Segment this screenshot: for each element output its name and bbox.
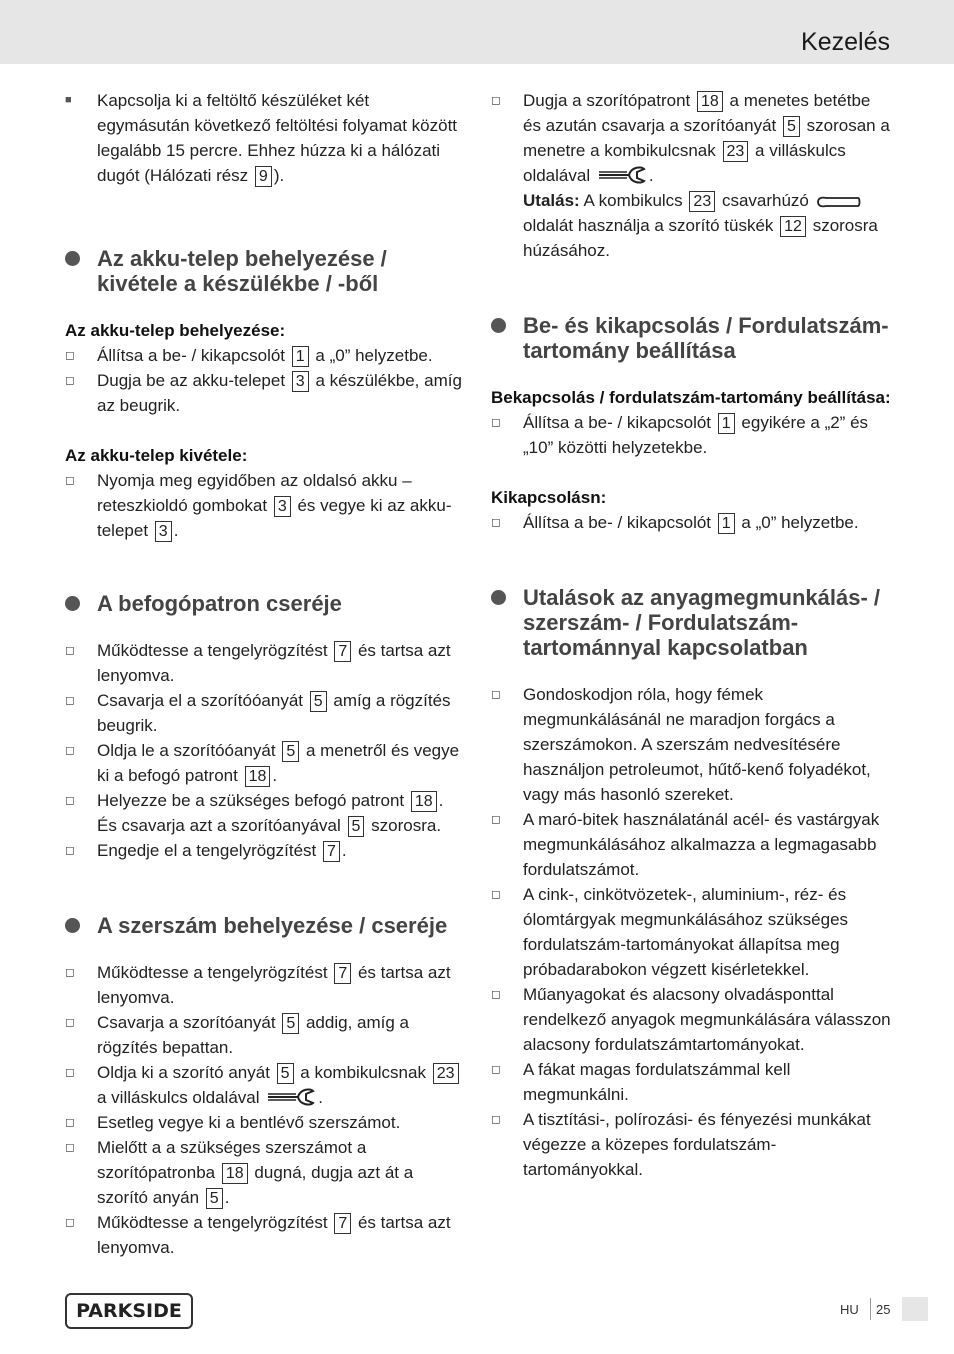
checkbox-bullet-icon: ◻ bbox=[491, 812, 501, 826]
checkbox-bullet-icon: ◻ bbox=[65, 743, 75, 757]
list-item: ◻ Állítsa a be- / kikapcsolót 1 a „0” helyzetbe. bbox=[65, 343, 463, 368]
checkbox-bullet-icon: ◻ bbox=[65, 965, 75, 979]
ref-number: 5 bbox=[310, 691, 327, 712]
right-column bbox=[491, 88, 891, 1182]
section-heading: A szerszám behelyezése / cseréje bbox=[65, 913, 463, 938]
page-header bbox=[0, 0, 954, 64]
ref-number: 1 bbox=[718, 513, 735, 534]
checkbox-bullet-icon: ◻ bbox=[65, 473, 75, 487]
checkbox-bullet-icon: ◻ bbox=[65, 373, 75, 387]
ref-number: 7 bbox=[334, 963, 351, 984]
ref-number: 18 bbox=[245, 766, 271, 787]
circle-bullet-icon bbox=[491, 318, 506, 333]
list-item: ◻ Gondoskodjon róla, hogy fémek megmunkálásánál ne maradjon forgács a szerszámokon. A szerszám nedvesítésére használjon petroleumot, hűtő-kenő folyadékot, vagy más hasonló szereket. bbox=[491, 682, 891, 807]
list-item: ◻ Helyezze be a szükséges befogó patront 18 . És csavarja azt a szorítóanyával 5 szorosra. bbox=[65, 788, 463, 838]
ref-number: 1 bbox=[292, 346, 309, 367]
section-heading: Utalások az anyagmegmunkálás- / szerszám- / Fordulatszám-tartománnyal kapcsolatban bbox=[491, 585, 891, 660]
list-item: ◻ Oldja ki a szorító anyát 5 a kombikulcsnak 23 a villáskulcs oldalával . bbox=[65, 1060, 463, 1110]
ref-number: 23 bbox=[723, 141, 749, 162]
checkbox-bullet-icon: ◻ bbox=[65, 1215, 75, 1229]
checkbox-bullet-icon: ◻ bbox=[491, 515, 501, 529]
list-item: ◻ Dugja be az akku-telepet 3 a készülékbe, amíg az beugrik. bbox=[65, 368, 463, 418]
list-item: ◻ Csavarja el a szorítóóanyát 5 amíg a rögzítés beugrik. bbox=[65, 688, 463, 738]
section-heading: Az akku-telep behelyezése / kivétele a készülékbe / -ből bbox=[65, 246, 463, 296]
checkbox-bullet-icon: ◻ bbox=[491, 415, 501, 429]
ref-number: 7 bbox=[334, 1213, 351, 1234]
screwdriver-icon bbox=[816, 192, 862, 212]
checkbox-bullet-icon: ◻ bbox=[65, 348, 75, 362]
ref-number: 1 bbox=[718, 413, 735, 434]
list-item: ■ Kapcsolja ki a feltöltő készüléket két egymásután következő feltöltési folyamat között legalább 15 percre. Ehhez húzza ki a hálózati dugót (Hálózati rész 9 ). bbox=[65, 88, 463, 188]
ref-number: 7 bbox=[334, 641, 351, 662]
checkbox-bullet-icon: ◻ bbox=[491, 93, 501, 107]
list-item: ◻ Esetleg vegye ki a bentlévő szerszámot. bbox=[65, 1110, 463, 1135]
footer-tab-box bbox=[902, 1297, 928, 1321]
page-number: 25 bbox=[876, 1302, 891, 1317]
ref-number: 3 bbox=[292, 371, 309, 392]
checkbox-bullet-icon: ◻ bbox=[65, 643, 75, 657]
ref-number: 9 bbox=[255, 166, 272, 187]
list-item: ◻ A maró-bitek használatánál acél- és vastárgyak megmunkálásához alkalmazza a legmagasabb fordulatszámot. bbox=[491, 807, 891, 882]
checkbox-bullet-icon: ◻ bbox=[491, 1112, 501, 1126]
section-heading: A befogópatron cseréje bbox=[65, 591, 463, 616]
parkside-logo: PARKSIDE bbox=[65, 1293, 193, 1329]
list-item: ◻ Csavarja a szorítóanyát 5 addig, amíg a rögzítés bepattan. bbox=[65, 1010, 463, 1060]
list-item: ◻ A fákat magas fordulatszámmal kell megmunkálni. bbox=[491, 1057, 891, 1107]
list-item: ◻ A tisztítási-, polírozási- és fényezési munkákat végezze a közepes fordulatszám-tartományokkal. bbox=[491, 1107, 891, 1182]
checkbox-bullet-icon: ◻ bbox=[65, 843, 75, 857]
section-heading: Be- és kikapcsolás / Fordulatszám-tartomány beállítása bbox=[491, 313, 891, 363]
list-item: ◻ A cink-, cinkötvözetek-, aluminium-, réz- és ólomtárgyak megmunkálásához szükséges fordulatszám-tartományokat állapítsa meg próbadarabokon végzett kisérletekkel. bbox=[491, 882, 891, 982]
circle-bullet-icon bbox=[65, 596, 80, 611]
circle-bullet-icon bbox=[65, 251, 80, 266]
list-item: ◻ Állítsa a be- / kikapcsolót 1 egyikére a „2” és „10” közötti helyzetekbe. bbox=[491, 410, 891, 460]
subheading: Kikapcsolásn: bbox=[491, 488, 607, 507]
list-item: ◻ Működtesse a tengelyrögzítést 7 és tartsa azt lenyomva. bbox=[65, 1210, 463, 1260]
list-item: ◻ Oldja le a szorítóóanyát 5 a menetről és vegye ki a befogó patront 18 . bbox=[65, 738, 463, 788]
list-item: ◻ Engedje el a tengelyrögzítést 7 . bbox=[65, 838, 463, 863]
subheading: Bekapcsolás / fordulatszám-tartomány beállítása: bbox=[491, 388, 891, 407]
checkbox-bullet-icon: ◻ bbox=[65, 1065, 75, 1079]
footer-divider bbox=[870, 1298, 871, 1320]
list-item: ◻ Állítsa a be- / kikapcsolót 1 a „0” helyzetbe. bbox=[491, 510, 891, 535]
list-item: ◻ Műanyagokat és alacsony olvadásponttal rendelkező anyagok megmunkálására válasszon alacsony fordulatszámtartományokat. bbox=[491, 982, 891, 1057]
checkbox-bullet-icon: ◻ bbox=[65, 1140, 75, 1154]
ref-number: 5 bbox=[206, 1188, 223, 1209]
wrench-icon bbox=[597, 163, 647, 187]
list-item: ◻ Dugja a szorítópatront 18 a menetes betétbe és azután csavarja a szorítóanyát 5 szorosan a menetre a kombikulcsnak 23 a villáskulcs oldalával . Utalás: A kombikulcs 23 csavarhúzó oldalát használja a szorító tüskék 12 szorosra húzásához. bbox=[491, 88, 891, 263]
ref-number: 3 bbox=[155, 521, 172, 542]
square-bullet-icon: ■ bbox=[65, 94, 72, 106]
ref-number: 7 bbox=[323, 841, 340, 862]
checkbox-bullet-icon: ◻ bbox=[491, 887, 501, 901]
list-item: ◻ Működtesse a tengelyrögzítést 7 és tartsa azt lenyomva. bbox=[65, 638, 463, 688]
language-code: HU bbox=[840, 1302, 859, 1317]
ref-number: 5 bbox=[783, 116, 800, 137]
ref-number: 18 bbox=[222, 1163, 248, 1184]
page-title: Kezelés bbox=[801, 28, 890, 56]
ref-number: 23 bbox=[689, 191, 715, 212]
ref-number: 5 bbox=[282, 1013, 299, 1034]
list-item: ◻ Nyomja meg egyidőben az oldalsó akku – reteszkioldó gombokat 3 és vegye ki az akku-telepet 3 . bbox=[65, 468, 463, 543]
checkbox-bullet-icon: ◻ bbox=[491, 987, 501, 1001]
ref-number: 23 bbox=[433, 1063, 459, 1084]
checkbox-bullet-icon: ◻ bbox=[65, 1115, 75, 1129]
ref-number: 18 bbox=[697, 91, 723, 112]
subheading: Az akku-telep behelyezése: bbox=[65, 321, 286, 340]
subheading: Az akku-telep kivétele: bbox=[65, 446, 248, 465]
list-item: ◻ Működtesse a tengelyrögzítést 7 és tartsa azt lenyomva. bbox=[65, 960, 463, 1010]
checkbox-bullet-icon: ◻ bbox=[65, 1015, 75, 1029]
ref-number: 18 bbox=[411, 791, 437, 812]
checkbox-bullet-icon: ◻ bbox=[65, 693, 75, 707]
ref-number: 3 bbox=[274, 496, 291, 517]
circle-bullet-icon bbox=[65, 918, 80, 933]
circle-bullet-icon bbox=[491, 590, 506, 605]
checkbox-bullet-icon: ◻ bbox=[491, 1062, 501, 1076]
ref-number: 12 bbox=[780, 216, 806, 237]
left-column bbox=[65, 88, 463, 1260]
checkbox-bullet-icon: ◻ bbox=[65, 793, 75, 807]
ref-number: 5 bbox=[282, 741, 299, 762]
note-label: Utalás: bbox=[523, 191, 580, 210]
ref-number: 5 bbox=[277, 1063, 294, 1084]
list-item: ◻ Mielőtt a a szükséges szerszámot a szorítópatronba 18 dugná, dugja azt át a szorító anyán 5 . bbox=[65, 1135, 463, 1210]
wrench-icon bbox=[266, 1085, 316, 1109]
checkbox-bullet-icon: ◻ bbox=[491, 687, 501, 701]
ref-number: 5 bbox=[348, 816, 365, 837]
